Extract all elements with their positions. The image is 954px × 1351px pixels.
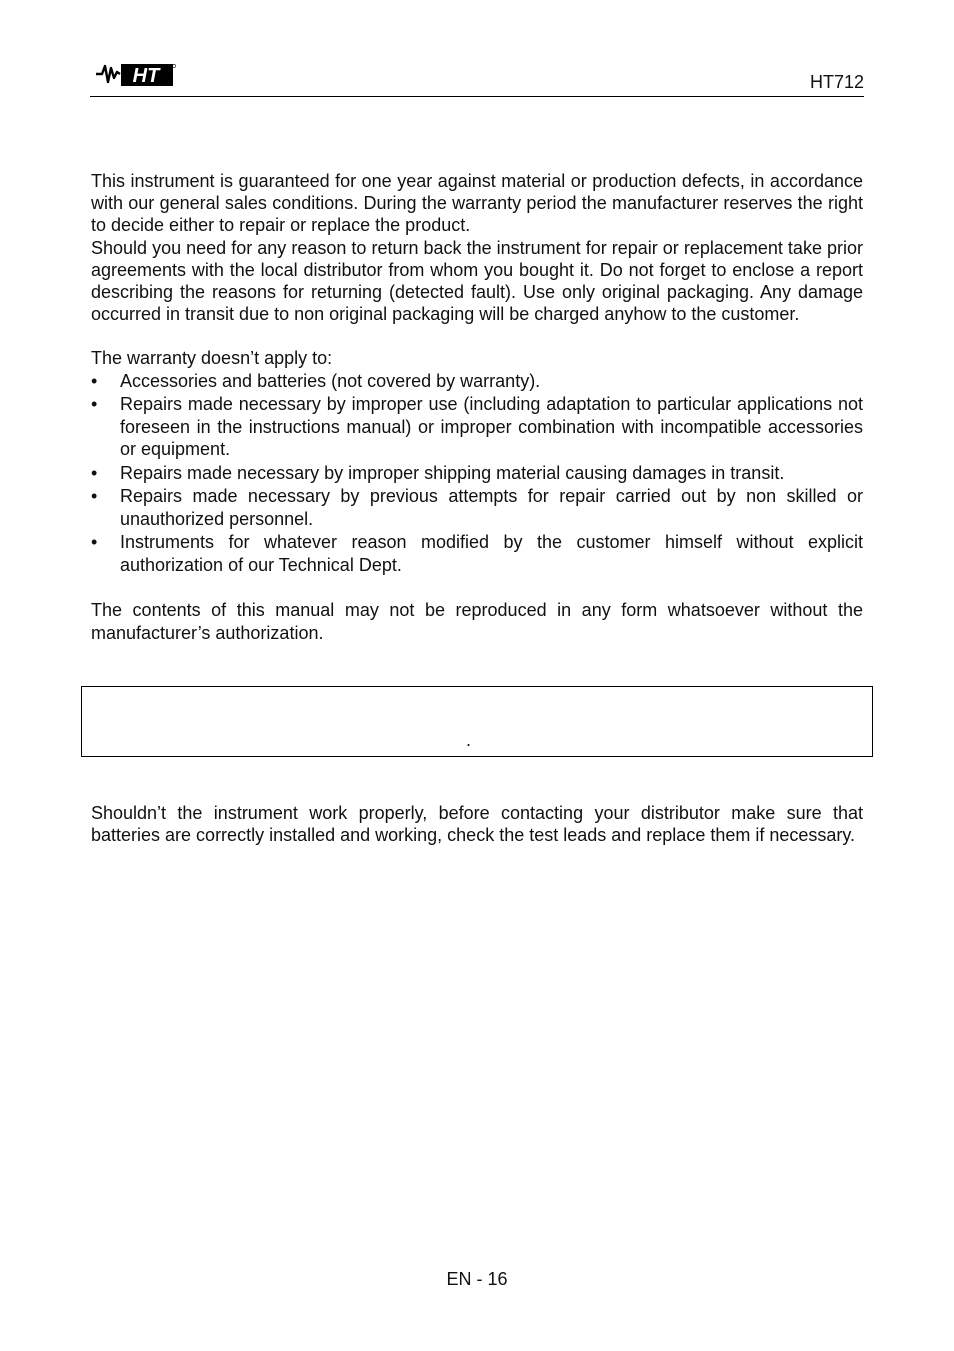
exclusions-intro: The warranty doesn’t apply to:	[91, 348, 333, 369]
model-name: HT712	[809, 72, 864, 92]
warranty-section	[91, 170, 863, 644]
bullet-icon: •	[91, 370, 98, 391]
notice-box	[81, 686, 873, 757]
bullet-icon: •	[91, 394, 98, 415]
logo-text: HT	[132, 65, 160, 87]
bullet-icon: •	[91, 486, 98, 507]
exclusions-list	[91, 370, 863, 576]
list-item: • Accessories and batteries (not covered by warranty).	[91, 370, 541, 391]
warranty-paragraph-2: Should you need for any reason to return back the instrument for repair or replacement take prior agreements with the local distributor from whom you bought it. Do not forget to enclose a report describing the reasons for returning (detected fault). Use only original packaging. Any damage occurred in transit due to non original packaging will be charged anyhow to the customer.	[91, 237, 863, 325]
list-item: • Repairs made necessary by previous attempts for repair carried out by non skilled or unauthorized personnel.	[91, 486, 863, 529]
bullet-icon: •	[91, 532, 98, 553]
warranty-paragraph-1: This instrument is guaranteed for one year against material or production defects, in accordance with our general sales conditions. During the warranty period the manufacturer reserves the right to decide either to repair or replace the product.	[91, 171, 863, 236]
service-section	[91, 802, 863, 846]
bullet-icon: •	[91, 462, 98, 483]
page-header	[90, 62, 864, 97]
notice-text: .	[466, 730, 472, 750]
copyright-notice: The contents of this manual may not be reproduced in any form whatsoever without the manufacturer’s authorization.	[91, 600, 863, 643]
list-item: • Repairs made necessary by improper use (including adaptation to particular applications not foreseen in the instructions manual) or improper combination with incompatible accessories or equipment.	[91, 394, 863, 459]
ht-logo	[94, 62, 176, 90]
page-number: EN - 16	[446, 1269, 508, 1289]
list-item: • Repairs made necessary by improper shipping material causing damages in transit.	[91, 462, 785, 483]
service-paragraph: Shouldn’t the instrument work properly, before contacting your distributor make sure that batteries are correctly installed and working, check the test leads and replace them if necessary.	[91, 803, 863, 846]
list-item: • Instruments for whatever reason modified by the customer himself without explicit authorization of our Technical Dept.	[91, 532, 863, 575]
